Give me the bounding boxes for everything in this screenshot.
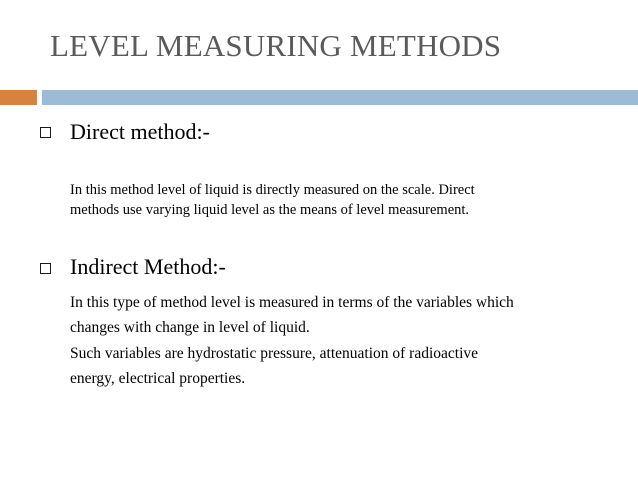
title-underline-bar: [42, 90, 638, 105]
slide-title: LEVEL MEASURING METHODS: [50, 28, 502, 63]
section-paragraph-indirect-2: Such variables are hydrostatic pressure, attenuation of radioactive energy, electrical properties.: [70, 345, 479, 387]
section-heading-indirect: Indirect Method:-: [70, 254, 226, 279]
square-bullet-icon: [40, 127, 51, 138]
accent-bar: [0, 90, 37, 105]
section-paragraph-direct: In this method level of liquid is directly measured on the scale. Direct methods use varying liquid level as the means of level measurement.: [70, 182, 475, 218]
section-paragraph-indirect-1: In this type of method level is measured in terms of the variables which changes with change in level of liquid.: [70, 294, 514, 336]
section-heading-direct: Direct method:-: [70, 119, 210, 144]
square-bullet-icon: [40, 263, 51, 274]
